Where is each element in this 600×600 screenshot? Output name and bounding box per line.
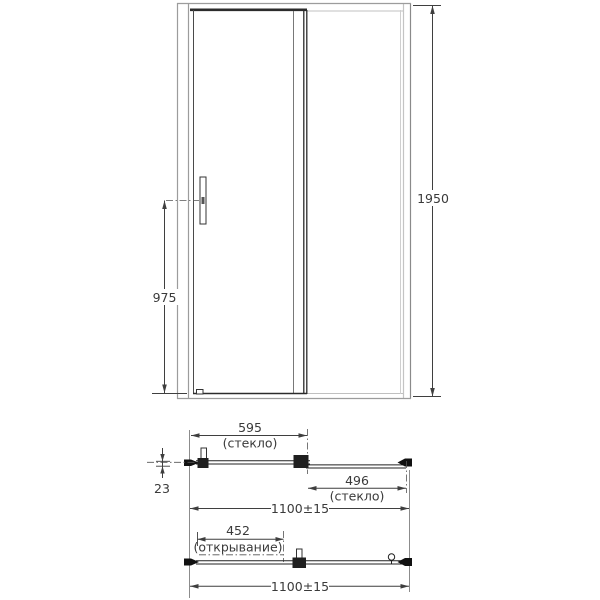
wall-profile-right-open xyxy=(398,558,413,566)
dim-1100c-label: 1100±15 xyxy=(270,501,330,516)
dim-1100c-arrow-right xyxy=(401,506,410,511)
dim-975-arrow-top xyxy=(162,201,167,210)
door-handle-mount xyxy=(202,197,205,204)
front-view xyxy=(177,3,411,399)
dimension-496 xyxy=(308,461,407,504)
dim-1950-arrow-top xyxy=(430,6,435,15)
dim-23-arrow-top xyxy=(160,454,164,461)
dim-1100o-label: 1100±15 xyxy=(270,579,330,594)
dimension-1950 xyxy=(413,6,452,397)
roller-wheel xyxy=(388,554,394,560)
plan-view-open xyxy=(184,523,412,594)
plan-view-closed xyxy=(147,420,412,598)
dim-595-label: 595 xyxy=(238,420,262,435)
dim-1100o-arrow-right xyxy=(401,584,410,589)
dim-595-note: (стекло) xyxy=(222,435,278,451)
dim-452-label: 452 xyxy=(226,523,250,538)
dim-975-label: 975 xyxy=(152,290,177,305)
dim-1100c-arrow-left xyxy=(190,506,199,511)
roller-carriage-block xyxy=(294,455,309,468)
dim-1950-label: 1950 xyxy=(417,191,449,206)
dim-496-label: 496 xyxy=(345,473,369,488)
fixed-panel xyxy=(307,10,403,394)
dim-23-arrow-bottom xyxy=(160,466,164,473)
dim-975-arrow-bottom xyxy=(162,385,167,394)
dim-496-arrow-left xyxy=(308,486,317,491)
handle-section-block xyxy=(198,458,209,468)
door-frame xyxy=(177,3,411,399)
dim-595-arrow-right xyxy=(299,433,308,438)
dimension-23 xyxy=(147,448,196,496)
dim-496-note: (стекло) xyxy=(329,488,385,504)
dimension-452 xyxy=(193,523,283,562)
dimension-975 xyxy=(148,201,199,394)
sliding-panel xyxy=(190,10,307,394)
handle-section-stem xyxy=(201,448,207,459)
dimension-1100-open xyxy=(190,579,409,595)
dim-1100o-arrow-left xyxy=(190,584,199,589)
plan-closed-section xyxy=(184,448,412,468)
dim-23-label: 23 xyxy=(154,481,170,496)
handle-open-block xyxy=(293,558,307,569)
dim-452-note: (открывание) xyxy=(193,539,283,555)
bottom-guide-block xyxy=(197,390,204,395)
dim-1950-arrow-bottom xyxy=(430,388,435,397)
dim-595-arrow-left xyxy=(191,433,200,438)
dim-496-arrow-right xyxy=(398,486,407,491)
